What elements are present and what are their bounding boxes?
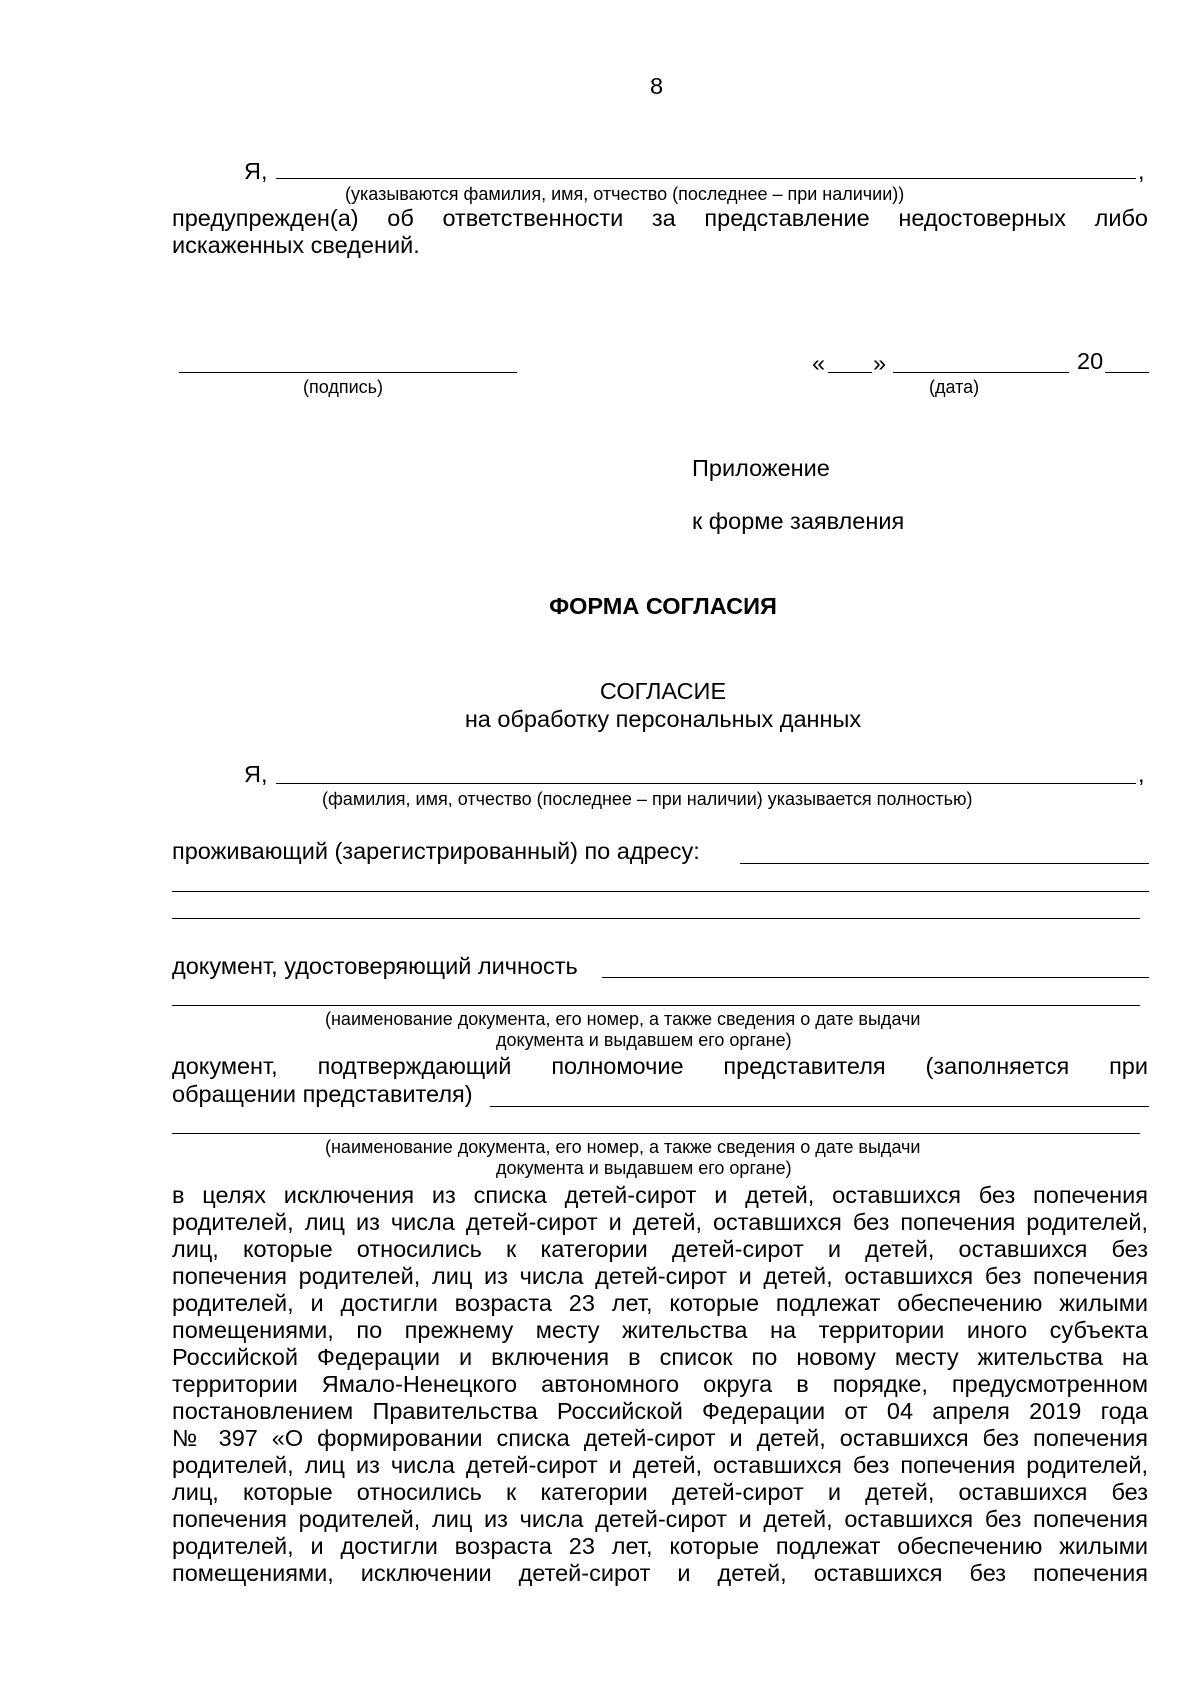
- body-line: попечения родителей, лиц из числа детей-сирот и детей, оставшихся без попечения: [172, 1263, 1148, 1289]
- warning-ya-label: Я,: [244, 158, 268, 184]
- body-line: в целях исключения из списка детей-сирот и детей, оставшихся без попечения: [172, 1182, 1148, 1208]
- appendix-line-1: Приложение: [692, 455, 830, 481]
- id-doc-hint-line-1: (наименование документа, его номер, а также сведения о дате выдачи: [325, 1009, 921, 1029]
- warning-fio-line[interactable]: [276, 178, 1136, 179]
- address-label: проживающий (зарегистрированный) по адресу:: [172, 838, 700, 864]
- consent-fio-comma: ,: [1138, 761, 1145, 787]
- body-line: родителей, лиц из числа детей-сирот и детей, оставшихся без попечения родителей,: [172, 1209, 1148, 1235]
- address-line-2[interactable]: [172, 891, 1149, 892]
- date-close-quote: »: [873, 350, 887, 376]
- appendix-line-2: к форме заявления: [692, 508, 905, 534]
- signature-caption: (подпись): [303, 377, 384, 397]
- consent-subheading: на обработку персональных данных: [464, 706, 862, 732]
- date-month-line[interactable]: [893, 372, 1069, 373]
- rep-doc-hint-line-1: (наименование документа, его номер, а также сведения о дате выдачи: [325, 1137, 921, 1157]
- date-day-line[interactable]: [828, 372, 872, 373]
- id-doc-hint-line-2: документа и выдавшем его органе): [496, 1030, 792, 1050]
- body-line: попечения родителей, лиц из числа детей-сирот и детей, оставшихся без попечения: [172, 1506, 1148, 1532]
- consent-body: [172, 1182, 1148, 1587]
- signature-line[interactable]: [179, 372, 517, 373]
- date-year-prefix: 20: [1077, 348, 1104, 374]
- consent-heading: СОГЛАСИЕ: [599, 678, 727, 704]
- page-number: 8: [650, 73, 664, 99]
- warning-text-line-2: искаженных сведений.: [172, 232, 420, 258]
- body-line: постановлением Правительства Российской Федерации от 04 апреля 2019 года: [172, 1398, 1148, 1424]
- rep-doc-line-field-2[interactable]: [172, 1133, 1140, 1134]
- body-line: лиц, которые относились к категории детей-сирот и детей, оставшихся без: [172, 1236, 1148, 1262]
- consent-fio-line[interactable]: [276, 783, 1136, 784]
- date-caption: (дата): [929, 377, 980, 397]
- body-line: лиц, которые относились к категории детей-сирот и детей, оставшихся без: [172, 1479, 1148, 1505]
- consent-ya-label: Я,: [244, 761, 268, 787]
- rep-doc-line-field-1[interactable]: [490, 1106, 1149, 1107]
- body-line: территории Ямало-Ненецкого автономного округа в порядке, предусмотренном: [172, 1371, 1148, 1397]
- warning-fio-comma: ,: [1138, 158, 1145, 184]
- id-doc-line-1[interactable]: [602, 977, 1149, 978]
- body-line: родителей, лиц из числа детей-сирот и детей, оставшихся без попечения родителей,: [172, 1452, 1148, 1478]
- body-line: помещениями, по прежнему месту жительства на территории иного субъекта: [172, 1317, 1148, 1343]
- consent-fio-hint: (фамилия, имя, отчество (последнее – при наличии) указывается полностью): [322, 789, 973, 809]
- body-line: помещениями, исключении детей-сирот и детей, оставшихся без попечения: [172, 1560, 1148, 1586]
- body-line: родителей, и достигли возраста 23 лет, которые подлежат обеспечению жилыми: [172, 1290, 1148, 1316]
- warning-fio-hint: (указываются фамилия, имя, отчество (последнее – при наличии)): [345, 184, 905, 204]
- body-line: Российской Федерации и включения в список по новому месту жительства на: [172, 1344, 1148, 1370]
- rep-doc-line-1: документ, подтверждающий полномочие представителя (заполняется при: [172, 1053, 1148, 1079]
- id-doc-label: документ, удостоверяющий личность: [172, 953, 578, 979]
- body-line: родителей, и достигли возраста 23 лет, которые подлежат обеспечению жилыми: [172, 1533, 1148, 1559]
- rep-doc-line-2: обращении представителя): [172, 1081, 473, 1107]
- id-doc-line-2[interactable]: [172, 1005, 1140, 1006]
- body-line: № 397 «О формировании списка детей-сирот и детей, оставшихся без попечения: [172, 1425, 1148, 1451]
- rep-doc-hint-line-2: документа и выдавшем его органе): [496, 1158, 792, 1178]
- date-year-line[interactable]: [1105, 372, 1149, 373]
- address-line-1[interactable]: [740, 863, 1149, 864]
- form-title: ФОРМА СОГЛАСИЯ: [549, 593, 777, 619]
- warning-text-line-1: предупрежден(а) об ответственности за представление недостоверных либо: [172, 205, 1148, 231]
- date-open-quote: «: [812, 350, 826, 376]
- address-line-3[interactable]: [172, 918, 1140, 919]
